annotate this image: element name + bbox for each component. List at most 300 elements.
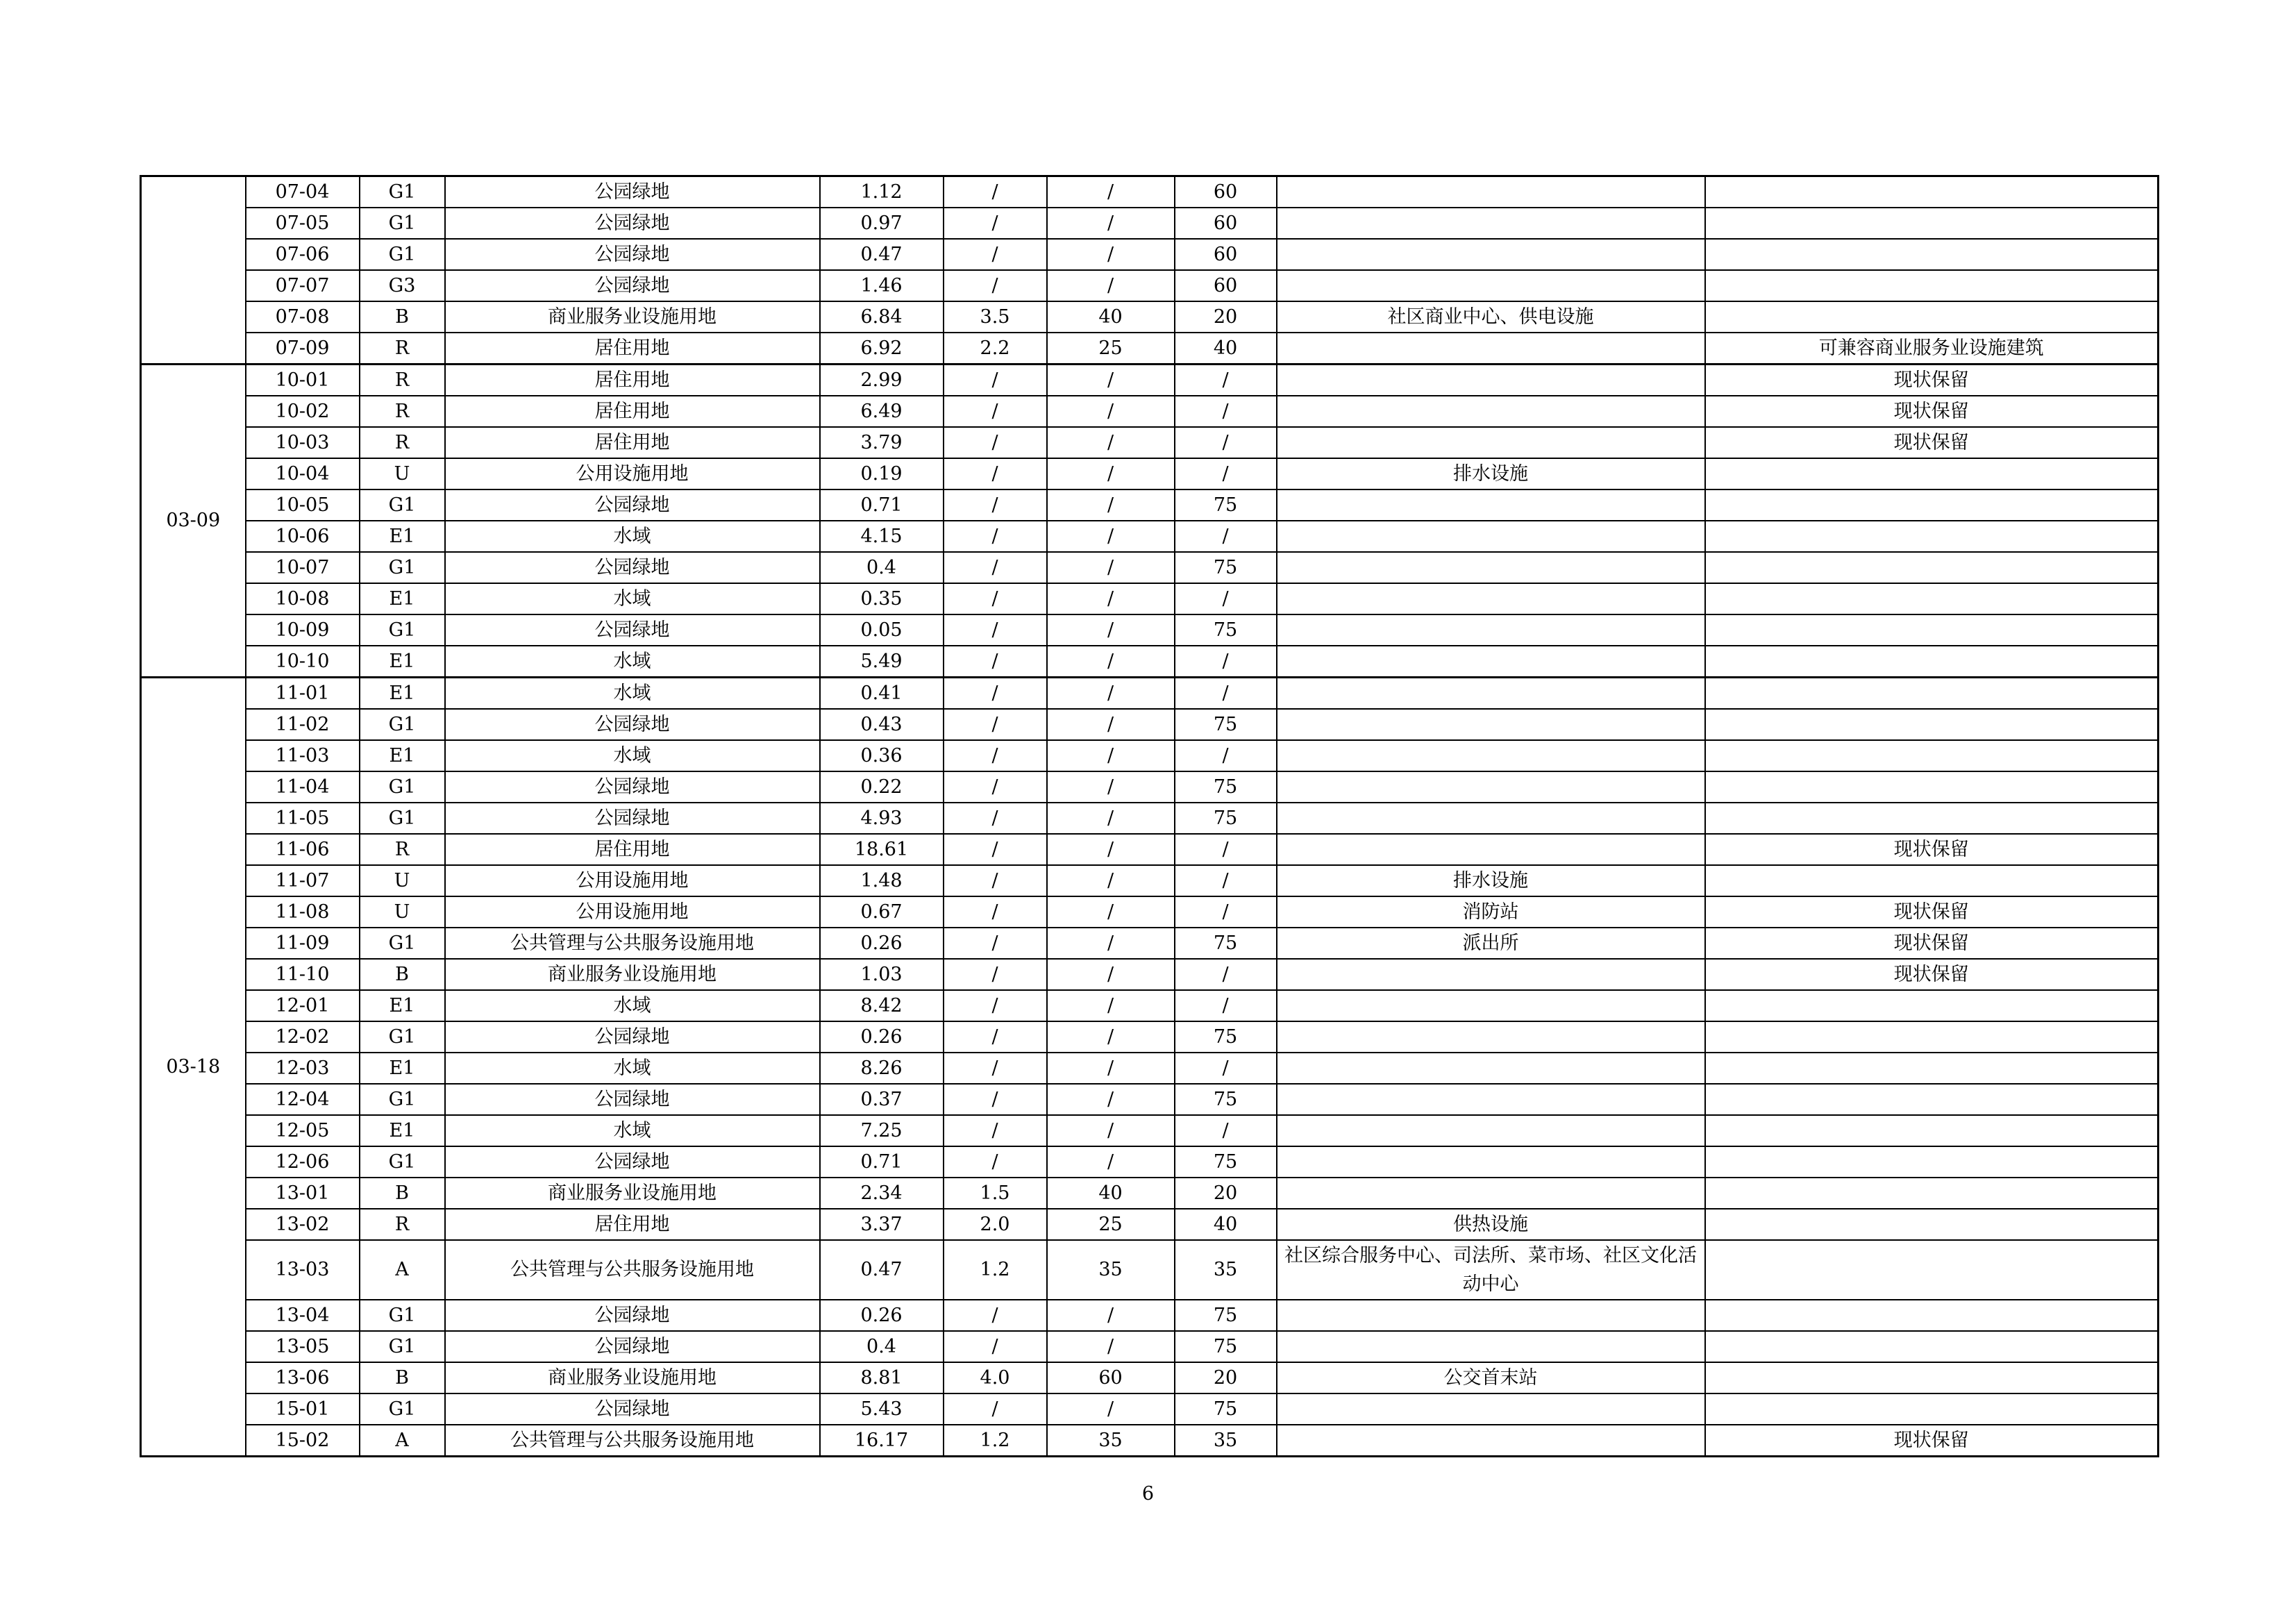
remarks-cell (1705, 740, 2159, 771)
land-code-cell: U (360, 458, 445, 489)
density-cell: / (1047, 928, 1175, 959)
facilities-cell (1277, 396, 1705, 427)
plot-id-cell: 11-03 (246, 740, 360, 771)
land-use-type-cell: 公共管理与公共服务设施用地 (445, 1425, 820, 1457)
land-code-cell: G1 (360, 489, 445, 521)
far-cell: / (944, 990, 1047, 1021)
green-ratio-cell: / (1175, 521, 1277, 552)
area-ha-cell: 5.43 (820, 1393, 944, 1425)
area-ha-cell: 6.92 (820, 333, 944, 365)
green-ratio-cell: / (1175, 678, 1277, 710)
land-code-cell: A (360, 1425, 445, 1457)
facilities-cell (1277, 552, 1705, 583)
density-cell: / (1047, 239, 1175, 270)
plot-id-cell: 11-02 (246, 709, 360, 740)
density-cell: / (1047, 1053, 1175, 1084)
far-cell: / (944, 896, 1047, 928)
area-ha-cell: 8.26 (820, 1053, 944, 1084)
land-code-cell: G1 (360, 1300, 445, 1331)
table-row (141, 583, 2159, 614)
plot-id-cell: 11-07 (246, 865, 360, 896)
land-code-cell: B (360, 1362, 445, 1393)
land-use-type-cell: 公园绿地 (445, 176, 820, 208)
table-row (141, 176, 2159, 208)
plot-id-cell: 12-06 (246, 1146, 360, 1178)
facilities-cell (1277, 1425, 1705, 1457)
far-cell: / (944, 1393, 1047, 1425)
facilities-cell: 社区综合服务中心、司法所、菜市场、社区文化活动中心 (1277, 1240, 1705, 1300)
table-row (141, 270, 2159, 301)
far-cell: / (944, 740, 1047, 771)
land-use-type-cell: 公园绿地 (445, 803, 820, 834)
plot-id-cell: 12-05 (246, 1115, 360, 1146)
remarks-cell: 现状保留 (1705, 928, 2159, 959)
remarks-cell (1705, 709, 2159, 740)
plot-id-cell: 07-06 (246, 239, 360, 270)
land-code-cell: G1 (360, 239, 445, 270)
green-ratio-cell: 75 (1175, 1084, 1277, 1115)
land-code-cell: E1 (360, 521, 445, 552)
land-code-cell: G1 (360, 1146, 445, 1178)
area-ha-cell: 0.26 (820, 1021, 944, 1053)
far-cell: / (944, 208, 1047, 239)
plot-id-cell: 13-05 (246, 1331, 360, 1362)
land-use-type-cell: 公园绿地 (445, 270, 820, 301)
facilities-cell (1277, 1178, 1705, 1209)
table-row (141, 1053, 2159, 1084)
table-row (141, 1393, 2159, 1425)
plot-id-cell: 07-05 (246, 208, 360, 239)
green-ratio-cell: / (1175, 740, 1277, 771)
remarks-cell (1705, 1300, 2159, 1331)
density-cell: / (1047, 1331, 1175, 1362)
table-row (141, 552, 2159, 583)
table-row (141, 1084, 2159, 1115)
plot-id-cell: 10-09 (246, 614, 360, 646)
green-ratio-cell: 75 (1175, 489, 1277, 521)
area-ha-cell: 1.46 (820, 270, 944, 301)
facilities-cell: 社区商业中心、供电设施 (1277, 301, 1705, 333)
far-cell: / (944, 396, 1047, 427)
table-row (141, 614, 2159, 646)
land-code-cell: G1 (360, 1331, 445, 1362)
plot-id-cell: 13-02 (246, 1209, 360, 1240)
far-cell: 1.2 (944, 1425, 1047, 1457)
facilities-cell (1277, 1053, 1705, 1084)
area-ha-cell: 0.22 (820, 771, 944, 803)
land-code-cell: U (360, 896, 445, 928)
facilities-cell (1277, 521, 1705, 552)
remarks-cell (1705, 1362, 2159, 1393)
area-ha-cell: 0.43 (820, 709, 944, 740)
table-row (141, 1300, 2159, 1331)
density-cell: / (1047, 176, 1175, 208)
land-use-type-cell: 居住用地 (445, 427, 820, 458)
green-ratio-cell: 35 (1175, 1425, 1277, 1457)
green-ratio-cell: 60 (1175, 239, 1277, 270)
land-code-cell: R (360, 396, 445, 427)
table-row (141, 1362, 2159, 1393)
plot-id-cell: 13-04 (246, 1300, 360, 1331)
density-cell: / (1047, 552, 1175, 583)
table-row (141, 1209, 2159, 1240)
density-cell: 35 (1047, 1425, 1175, 1457)
density-cell: / (1047, 709, 1175, 740)
table-row (141, 771, 2159, 803)
land-use-type-cell: 商业服务业设施用地 (445, 301, 820, 333)
remarks-cell (1705, 270, 2159, 301)
plot-id-cell: 11-08 (246, 896, 360, 928)
density-cell: / (1047, 458, 1175, 489)
far-cell: / (944, 1053, 1047, 1084)
plot-id-cell: 07-08 (246, 301, 360, 333)
land-code-cell: G1 (360, 1021, 445, 1053)
green-ratio-cell: 75 (1175, 1300, 1277, 1331)
facilities-cell: 排水设施 (1277, 865, 1705, 896)
area-ha-cell: 6.49 (820, 396, 944, 427)
density-cell: / (1047, 614, 1175, 646)
green-ratio-cell: / (1175, 990, 1277, 1021)
area-ha-cell: 0.36 (820, 740, 944, 771)
density-cell: / (1047, 834, 1175, 865)
far-cell: 4.0 (944, 1362, 1047, 1393)
density-cell: / (1047, 1146, 1175, 1178)
land-code-cell: G1 (360, 1393, 445, 1425)
land-code-cell: G1 (360, 709, 445, 740)
remarks-cell (1705, 1393, 2159, 1425)
green-ratio-cell: / (1175, 646, 1277, 678)
plot-id-cell: 12-04 (246, 1084, 360, 1115)
far-cell: / (944, 552, 1047, 583)
facilities-cell (1277, 427, 1705, 458)
land-use-type-cell: 商业服务业设施用地 (445, 1362, 820, 1393)
land-use-type-cell: 居住用地 (445, 333, 820, 365)
plot-id-cell: 10-01 (246, 365, 360, 396)
remarks-cell (1705, 489, 2159, 521)
green-ratio-cell: 75 (1175, 771, 1277, 803)
far-cell: / (944, 865, 1047, 896)
table-row (141, 928, 2159, 959)
table-row (141, 1425, 2159, 1457)
land-code-cell: G1 (360, 176, 445, 208)
density-cell: / (1047, 803, 1175, 834)
green-ratio-cell: 35 (1175, 1240, 1277, 1300)
far-cell: 1.5 (944, 1178, 1047, 1209)
area-ha-cell: 0.4 (820, 1331, 944, 1362)
table-row (141, 427, 2159, 458)
land-use-type-cell: 公园绿地 (445, 1146, 820, 1178)
area-ha-cell: 1.48 (820, 865, 944, 896)
area-ha-cell: 0.47 (820, 1240, 944, 1300)
remarks-cell: 现状保留 (1705, 834, 2159, 865)
facilities-cell (1277, 646, 1705, 678)
land-code-cell: R (360, 1209, 445, 1240)
far-cell: 3.5 (944, 301, 1047, 333)
remarks-cell: 现状保留 (1705, 427, 2159, 458)
plot-id-cell: 12-02 (246, 1021, 360, 1053)
green-ratio-cell: / (1175, 458, 1277, 489)
density-cell: 25 (1047, 333, 1175, 365)
table-row (141, 1021, 2159, 1053)
density-cell: / (1047, 1393, 1175, 1425)
facilities-cell: 派出所 (1277, 928, 1705, 959)
area-ha-cell: 0.05 (820, 614, 944, 646)
area-ha-cell: 0.35 (820, 583, 944, 614)
area-ha-cell: 0.26 (820, 928, 944, 959)
plot-id-cell: 15-01 (246, 1393, 360, 1425)
area-ha-cell: 0.26 (820, 1300, 944, 1331)
table-row (141, 896, 2159, 928)
area-ha-cell: 0.4 (820, 552, 944, 583)
facilities-cell (1277, 365, 1705, 396)
far-cell: / (944, 521, 1047, 552)
table-row (141, 521, 2159, 552)
area-ha-cell: 0.71 (820, 1146, 944, 1178)
density-cell: / (1047, 646, 1175, 678)
plot-id-cell: 10-07 (246, 552, 360, 583)
land-code-cell: G1 (360, 208, 445, 239)
area-ha-cell: 8.81 (820, 1362, 944, 1393)
land-use-type-cell: 公用设施用地 (445, 896, 820, 928)
green-ratio-cell: / (1175, 427, 1277, 458)
facilities-cell (1277, 1084, 1705, 1115)
plot-id-cell: 10-02 (246, 396, 360, 427)
far-cell: / (944, 678, 1047, 710)
facilities-cell (1277, 771, 1705, 803)
far-cell: / (944, 1331, 1047, 1362)
far-cell: / (944, 365, 1047, 396)
area-ha-cell: 4.15 (820, 521, 944, 552)
land-code-cell: G1 (360, 552, 445, 583)
remarks-cell (1705, 521, 2159, 552)
facilities-cell (1277, 614, 1705, 646)
table-row (141, 740, 2159, 771)
far-cell: / (944, 489, 1047, 521)
remarks-cell (1705, 614, 2159, 646)
land-code-cell: E1 (360, 740, 445, 771)
plot-id-cell: 10-04 (246, 458, 360, 489)
facilities-cell (1277, 270, 1705, 301)
far-cell: / (944, 1021, 1047, 1053)
page-number: 6 (1141, 1483, 1155, 1505)
plot-id-cell: 10-10 (246, 646, 360, 678)
area-ha-cell: 3.79 (820, 427, 944, 458)
area-ha-cell: 4.93 (820, 803, 944, 834)
remarks-cell: 现状保留 (1705, 1425, 2159, 1457)
land-use-type-cell: 公园绿地 (445, 552, 820, 583)
plot-id-cell: 07-07 (246, 270, 360, 301)
green-ratio-cell: 75 (1175, 1331, 1277, 1362)
plot-id-cell: 13-06 (246, 1362, 360, 1393)
green-ratio-cell: 60 (1175, 270, 1277, 301)
far-cell: / (944, 1146, 1047, 1178)
remarks-cell (1705, 552, 2159, 583)
density-cell: / (1047, 365, 1175, 396)
table-row (141, 646, 2159, 678)
facilities-cell (1277, 678, 1705, 710)
plot-id-cell: 13-01 (246, 1178, 360, 1209)
area-ha-cell: 0.41 (820, 678, 944, 710)
facilities-cell: 消防站 (1277, 896, 1705, 928)
facilities-cell (1277, 1393, 1705, 1425)
density-cell: / (1047, 427, 1175, 458)
zone-id-cell (141, 176, 246, 365)
land-code-cell: G1 (360, 1084, 445, 1115)
land-use-type-cell: 水域 (445, 990, 820, 1021)
area-ha-cell: 5.49 (820, 646, 944, 678)
facilities-cell (1277, 176, 1705, 208)
remarks-cell: 现状保留 (1705, 896, 2159, 928)
land-code-cell: U (360, 865, 445, 896)
plot-id-cell: 07-09 (246, 333, 360, 365)
density-cell: 25 (1047, 1209, 1175, 1240)
table-row (141, 1178, 2159, 1209)
land-use-type-cell: 居住用地 (445, 396, 820, 427)
remarks-cell (1705, 176, 2159, 208)
land-code-cell: E1 (360, 646, 445, 678)
table-row (141, 208, 2159, 239)
land-use-type-cell: 公园绿地 (445, 208, 820, 239)
area-ha-cell: 7.25 (820, 1115, 944, 1146)
density-cell: / (1047, 1021, 1175, 1053)
table-row (141, 1146, 2159, 1178)
land-use-type-cell: 公用设施用地 (445, 865, 820, 896)
table-row (141, 458, 2159, 489)
green-ratio-cell: / (1175, 834, 1277, 865)
remarks-cell: 现状保留 (1705, 396, 2159, 427)
green-ratio-cell: / (1175, 896, 1277, 928)
green-ratio-cell: 75 (1175, 1146, 1277, 1178)
green-ratio-cell: 20 (1175, 1362, 1277, 1393)
density-cell: / (1047, 270, 1175, 301)
area-ha-cell: 1.12 (820, 176, 944, 208)
green-ratio-cell: 40 (1175, 333, 1277, 365)
green-ratio-cell: 20 (1175, 301, 1277, 333)
density-cell: / (1047, 1300, 1175, 1331)
land-use-type-cell: 居住用地 (445, 365, 820, 396)
facilities-cell (1277, 1115, 1705, 1146)
remarks-cell (1705, 208, 2159, 239)
remarks-cell (1705, 1021, 2159, 1053)
plot-id-cell: 10-03 (246, 427, 360, 458)
remarks-cell (1705, 301, 2159, 333)
remarks-cell (1705, 803, 2159, 834)
land-use-type-cell: 公园绿地 (445, 1393, 820, 1425)
land-use-type-cell: 公园绿地 (445, 614, 820, 646)
land-code-cell: G1 (360, 928, 445, 959)
table-row (141, 489, 2159, 521)
area-ha-cell: 0.71 (820, 489, 944, 521)
land-code-cell: G3 (360, 270, 445, 301)
facilities-cell (1277, 1021, 1705, 1053)
plot-id-cell: 12-03 (246, 1053, 360, 1084)
remarks-cell: 现状保留 (1705, 959, 2159, 990)
land-use-type-cell: 公园绿地 (445, 239, 820, 270)
plot-id-cell: 11-09 (246, 928, 360, 959)
facilities-cell (1277, 959, 1705, 990)
far-cell: / (944, 427, 1047, 458)
plot-id-cell: 10-08 (246, 583, 360, 614)
green-ratio-cell: / (1175, 583, 1277, 614)
green-ratio-cell: / (1175, 396, 1277, 427)
table-row (141, 865, 2159, 896)
remarks-cell: 可兼容商业服务业设施建筑 (1705, 333, 2159, 365)
land-use-type-cell: 公园绿地 (445, 1331, 820, 1362)
far-cell: 1.2 (944, 1240, 1047, 1300)
table-row (141, 239, 2159, 270)
green-ratio-cell: 75 (1175, 1393, 1277, 1425)
green-ratio-cell: / (1175, 365, 1277, 396)
area-ha-cell: 1.03 (820, 959, 944, 990)
far-cell: / (944, 176, 1047, 208)
land-code-cell: G1 (360, 614, 445, 646)
land-use-type-cell: 公园绿地 (445, 1084, 820, 1115)
table-row (141, 333, 2159, 365)
density-cell: / (1047, 771, 1175, 803)
density-cell: / (1047, 896, 1175, 928)
plot-id-cell: 12-01 (246, 990, 360, 1021)
plot-id-cell: 11-04 (246, 771, 360, 803)
plot-id-cell: 11-06 (246, 834, 360, 865)
facilities-cell (1277, 803, 1705, 834)
density-cell: / (1047, 959, 1175, 990)
plot-id-cell: 10-06 (246, 521, 360, 552)
facilities-cell: 公交首末站 (1277, 1362, 1705, 1393)
far-cell: / (944, 1084, 1047, 1115)
land-use-type-cell: 公园绿地 (445, 1021, 820, 1053)
table-row (141, 396, 2159, 427)
density-cell: / (1047, 990, 1175, 1021)
area-ha-cell: 2.99 (820, 365, 944, 396)
density-cell: / (1047, 583, 1175, 614)
zone-id-cell: 03-18 (141, 678, 246, 1457)
density-cell: / (1047, 1115, 1175, 1146)
area-ha-cell: 0.67 (820, 896, 944, 928)
land-use-type-cell: 商业服务业设施用地 (445, 1178, 820, 1209)
far-cell: 2.2 (944, 333, 1047, 365)
remarks-cell (1705, 771, 2159, 803)
facilities-cell (1277, 1331, 1705, 1362)
land-code-cell: R (360, 834, 445, 865)
table-row (141, 1240, 2159, 1300)
land-use-table (140, 175, 2159, 1457)
area-ha-cell: 2.34 (820, 1178, 944, 1209)
density-cell: 40 (1047, 1178, 1175, 1209)
far-cell: / (944, 709, 1047, 740)
green-ratio-cell: / (1175, 1053, 1277, 1084)
facilities-cell (1277, 333, 1705, 365)
remarks-cell (1705, 1146, 2159, 1178)
land-code-cell: B (360, 1178, 445, 1209)
remarks-cell (1705, 646, 2159, 678)
far-cell: / (944, 583, 1047, 614)
table-body (141, 176, 2159, 1457)
far-cell: / (944, 646, 1047, 678)
far-cell: / (944, 614, 1047, 646)
table-row (141, 834, 2159, 865)
land-use-type-cell: 水域 (445, 521, 820, 552)
density-cell: 35 (1047, 1240, 1175, 1300)
remarks-cell (1705, 990, 2159, 1021)
land-use-type-cell: 公园绿地 (445, 709, 820, 740)
remarks-cell (1705, 1084, 2159, 1115)
facilities-cell (1277, 740, 1705, 771)
facilities-cell: 排水设施 (1277, 458, 1705, 489)
facilities-cell (1277, 1146, 1705, 1178)
far-cell: / (944, 803, 1047, 834)
density-cell: / (1047, 678, 1175, 710)
land-use-type-cell: 公共管理与公共服务设施用地 (445, 928, 820, 959)
